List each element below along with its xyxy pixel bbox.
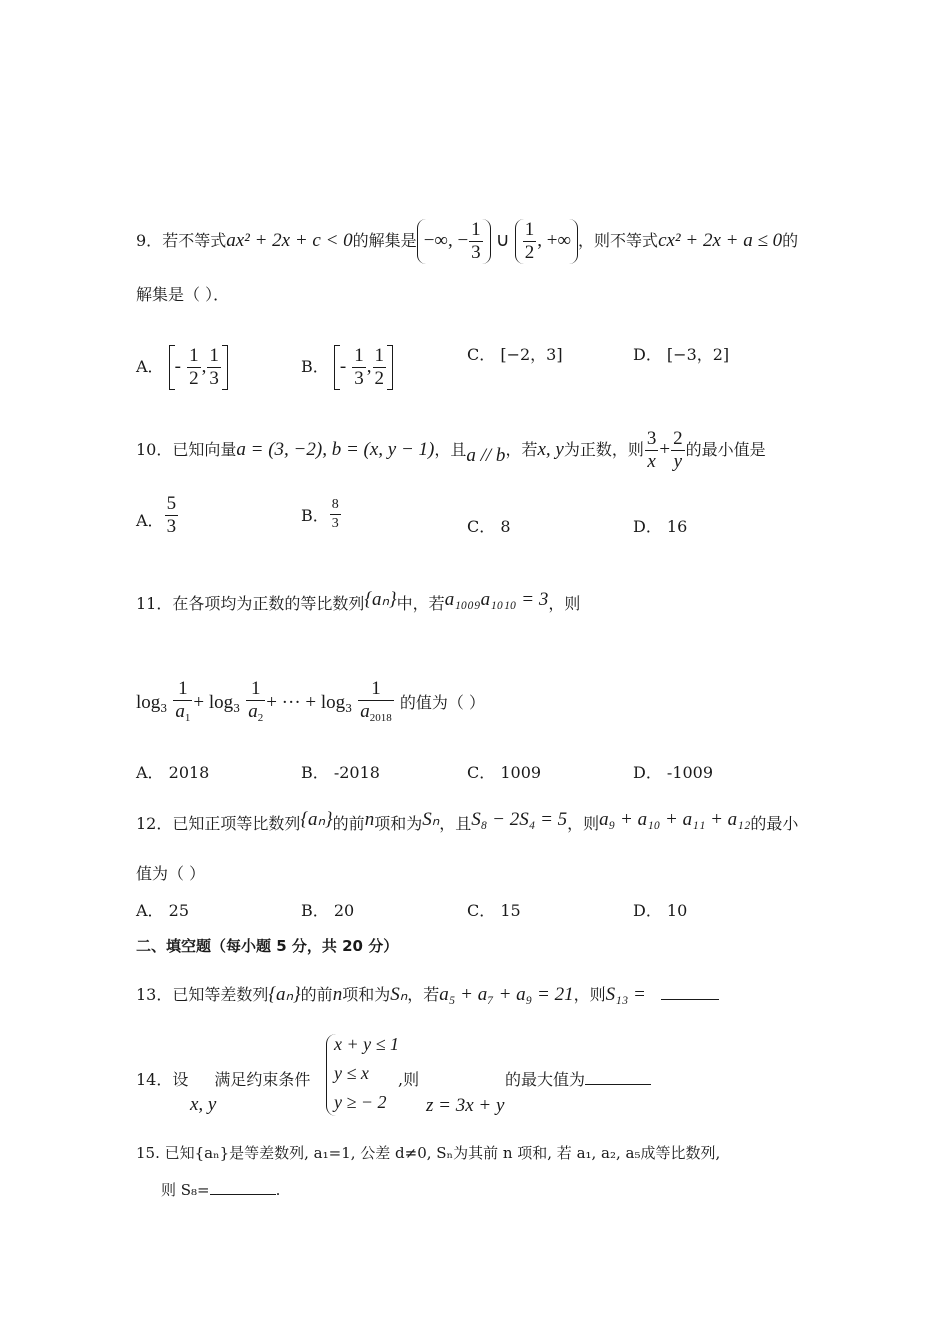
question-15-line-1: 15. 已知{aₙ}是等差数列, a₁=1, 公差 d≠0, Sₙ为其前 n 项和, 若 a₁, a₂, a₅成等比数列, xyxy=(136,1144,721,1162)
question-9-number: 9． xyxy=(136,231,163,250)
question-15-line-2: 则 S₈= . xyxy=(161,1181,281,1199)
interval-left: −∞, − $\frac{1}{3}$ xyxy=(417,219,491,264)
q11-option-c: C． 1009 xyxy=(467,763,542,782)
q10-option-c: C． 8 xyxy=(467,517,511,536)
inequality-2: cx² + 2x + a ≤ 0 xyxy=(658,230,783,251)
inequality-1: ax² + 2x + c < 0 xyxy=(226,230,353,251)
log-sum-expression: $\log_3$ $\frac{1}{a_1}$ + $\log_3$ $\frac{1}{a_2}$ + ··· + $\log_3$ $\frac{1}{a_{2018}}$ 的值为（ ） xyxy=(136,678,485,724)
interval-right: $\frac{1}{2}$ , +∞ xyxy=(515,219,578,264)
question-12-line-1: 12．已知正项等比数列{aₙ}的前n项和为Sₙ，且S₈ − 2S₄ = 5，则a₉ + a₁₀ + a₁₁ + a₁₂的最小 xyxy=(136,809,799,833)
question-12-number: 12． xyxy=(136,814,173,833)
question-13-line: 13．已知等差数列{aₙ}的前n项和为Sₙ，若a₅ + a₇ + a₉ = 21，则S₁₃ = xyxy=(136,985,719,1005)
constraint-3: y ≥ − 2 xyxy=(334,1092,387,1112)
question-9-line-2: 解集是（ ）． xyxy=(136,285,230,304)
question-11-number: 11． xyxy=(136,594,173,613)
vectors-expression: a = (3, −2), b = (x, y − 1) xyxy=(236,439,435,460)
question-9-line-1: 9．若不等式ax² + 2x + c < 0的解集是 −∞, − $\frac{1}{3}$ ∪ $\frac{1}{2}$ , +∞ ，则不等式cx² + 2x + a ≤ 0的 xyxy=(136,219,799,263)
sum-condition: S₈ − 2S₄ = 5 xyxy=(471,809,568,830)
answer-blank-15[interactable] xyxy=(210,1194,276,1195)
question-11-line-1: 11．在各项均为正数的等比数列{aₙ}中，若a₁₀₀₉a₁₀₁₀ = 3，则 xyxy=(136,589,581,613)
q9-option-c: C． [−2，3] xyxy=(467,345,563,364)
q12-option-b: B． 20 xyxy=(301,901,355,920)
constraint-1: x + y ≤ 1 xyxy=(334,1034,400,1054)
objective-function: z = 3x + y xyxy=(426,1095,505,1116)
product-condition: a₁₀₀₉a₁₀₁₀ = 3 xyxy=(444,589,549,610)
answer-blank-14[interactable] xyxy=(585,1084,651,1085)
question-14-line: 14．设 满足约束条件 xyxy=(136,1070,311,1089)
q9-option-a: A． - $\frac{1}{2}$ , $\frac{1}{3}$ xyxy=(136,345,228,390)
q10-option-a: A． $\frac{5}{3}$ xyxy=(136,493,177,537)
question-12-line-2: 值为（ ） xyxy=(136,864,206,883)
q9-option-d: D． [−3，2] xyxy=(633,345,730,364)
q12-option-d: D． 10 xyxy=(633,901,688,920)
constraint-2: y ≤ x xyxy=(334,1063,369,1083)
q10-option-b: B． $\frac{8}{3}$ xyxy=(301,497,339,531)
q11-option-d: D． -1009 xyxy=(633,763,714,782)
exam-page: 9．若不等式ax² + 2x + c < 0的解集是 −∞, − $\frac{1}{3}$ ∪ $\frac{1}{2}$ , +∞ ，则不等式cx² + 2x + a ≤ 0的 解集是（ ）． A． - $\frac{1}{2}$ , $\frac{1}{3}$ B． - $\frac{1}{3}$ , $\frac{1}{2}$ C． [−2，3] D． [−3，2] 10．已知向量a = (3, −2), b = (x, y − 1)，且a // b，若x, y为正数，则 $\frac{3}{x}$ + $\frac{2}{y}$ 的最小值是 A． $\frac{5}{3}$ B． $\frac{8}{3}$ C． 8 D． 16 11．在各项均为正数的等比数列{aₙ}中，若a₁₀₀₉a₁₀₁₀ = 3，则 $\log_3$ $\frac{1}{a_1}$ + $\log_3$ $\frac{1}{a_2}$ + ··· + $\log_3$ $\frac{1}{a_{2018}}$ 的值为（ ） A． 2018 B． -2018 C． 1009 D． -1009 12．已知正项等比数列{aₙ}的前n项和为Sₙ，且S₈ − 2S₄ = 5，则a₉ + a₁₀ + a₁₁ + a₁₂的最小 值为（ ） A． 25 B． 20 C． 15 D． 10 二、填空题（每小题 5 分，共 20 分） 13．已知等差数列{aₙ}的前n项和为Sₙ，若a₅ + a₇ + a₉ = 21，则S₁₃ = 14．设 满足约束条件 x, y x + y ≤ 1 y ≤ x y ≥ − 2 ,则 z = 3x + y 的最大值为 15. 已知{aₙ}是等差数列, a₁=1, 公差 d≠0, Sₙ为其前 n 项和, 若 a₁, a₂, a₅成等比数列, 则 S₈= . xyxy=(136,219,799,1199)
parallel-condition: a // b xyxy=(466,445,506,466)
question-10-number: 10． xyxy=(136,440,173,459)
q11-option-b: B． -2018 xyxy=(301,763,380,782)
q10-option-d: D． 16 xyxy=(633,517,688,536)
terms-sum: a₉ + a₁₀ + a₁₁ + a₁₂ xyxy=(599,809,751,830)
question-14-number: 14． xyxy=(136,1070,173,1089)
q14-tail: 的最大值为 xyxy=(505,1070,651,1090)
question-13-number: 13． xyxy=(136,985,173,1004)
union-symbol: ∪ xyxy=(495,230,510,251)
q12-option-a: A． 25 xyxy=(136,901,190,920)
section-heading: 二、填空题（每小题 5 分，共 20 分） xyxy=(136,937,399,955)
q9-option-b: B． - $\frac{1}{3}$ , $\frac{1}{2}$ xyxy=(301,345,393,390)
question-10-line-1: 10．已知向量a = (3, −2), b = (x, y − 1)，且a // b，若x, y为正数，则 $\frac{3}{x}$ + $\frac{2}{y}$ 的最小值是 xyxy=(136,428,766,472)
q12-option-c: C． 15 xyxy=(467,901,521,920)
q11-option-a: A． 2018 xyxy=(136,763,210,782)
sum-condition: a₅ + a₇ + a₉ = 21 xyxy=(439,984,574,1005)
answer-blank-13[interactable] xyxy=(661,999,719,1000)
xy-vars: x, y xyxy=(190,1094,217,1115)
